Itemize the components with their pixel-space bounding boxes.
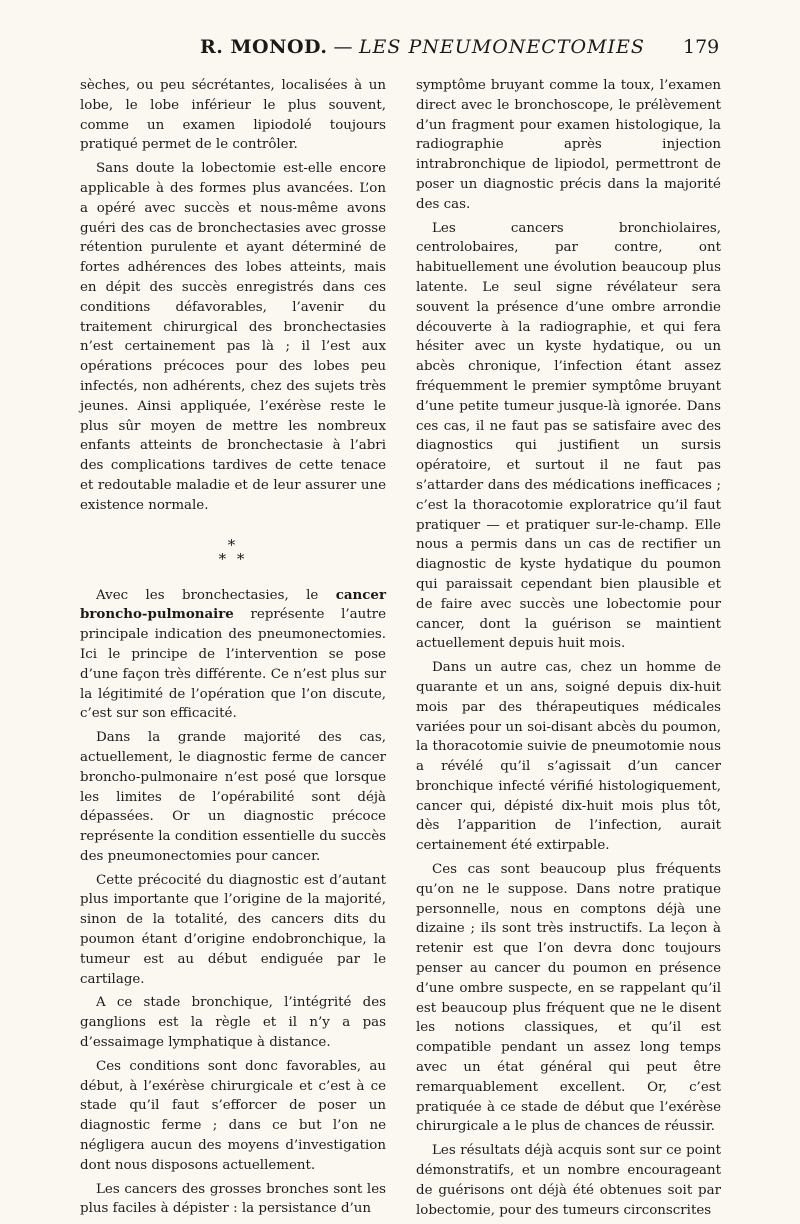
paragraph-lobectomy: Sans doute la lobectomie est-elle encore applicable à des formes plus avancées. L’on a opéré avec succès et nous-même avons guéri des cas de bronchectasies avec grosse rétention purulente et ayant déterminé de fortes adhérences des lobes atteints, mais en dépit des succès enregistrés dans ces conditions défavorables, l’avenir du traitement chirurgical des bronchectasies n’est certainement pas là ; il l’est aux opérations précoces pour des lobes peu infectés, non adhérents, chez des sujets très jeunes. Ainsi appliquée, l’exérèse reste le plus sûr moyen de mettre les nombreux enfants atteints de bronchectasie à l’abri des complications tardives de cette tenace et redoutable maladie et de leur assurer une existence normale.	[80, 161, 386, 513]
asterism-top: *	[227, 535, 239, 554]
paragraph-bronchiolar: Les cancers bronchiolaires, centrolobaires, par contre, ont habituellement une évolution beaucoup plus latente. Le seul signe révélateur sera souvent la présence d’une ombre arrondie découverte à la radiographie, et qui fera hésiter avec un kyste hydatique, ou un abcès chronique, l’infection étant assez fréquemment le premier symptôme bruyant d’une petite tumeur jusque-là ignorée. Dans ces cas, il ne faut pas se satisfaire avec des diagnostics qui justifient un sursis opératoire, et surtout il ne faut pas s’attarder dans des médications inefficaces ; c’est la thoracotomie exploratrice qu’il faut pratiquer — et pratiquer sur-le-champ. Elle nous a permis dans un cas de rectifier un diagnostic de kyste hydatique du poumon qui paraissait cependant bien plausible et de faire avec succès une lobectomie pour cancer, dont la guérison se maintient actuellement depuis huit mois.	[416, 220, 721, 652]
page-number: 179	[683, 36, 720, 58]
running-header	[0, 36, 800, 66]
cancer-intro-lead: Avec les bronchectasies, le	[96, 587, 336, 603]
asterism-bottom: * *	[218, 549, 248, 568]
paragraph-diagnosis: Dans la grande majorité des cas, actuellement, le diagnostic ferme de cancer broncho-pulmonaire n’est posé que lorsque les limites de l’opérabilité sont déjà dépassées. Or un diagnostic précoce représente la condition essentielle du succès des pneumonectomies pour cancer.	[80, 730, 386, 864]
paragraph-results: Les résultats déjà acquis sont sur ce point démonstratifs, et un nombre encourageant de guérisons ont déjà été obtenues soit par lobectomie, pour des tumeurs circonscrites	[416, 1143, 721, 1218]
paragraph-large-bronchi: Les cancers des grosses bronches sont les plus faciles à dépister : la persistance d’un	[80, 1181, 386, 1217]
running-head-author: R. MONOD.	[200, 36, 328, 58]
paragraph-continued: sèches, ou peu sécrétantes, localisées à un lobe, le lobe inférieur le plus souvent, comme un examen lipiodolé toujours pratiqué permet de le contrôler.	[80, 78, 386, 153]
paragraph-conditions: Ces conditions sont donc favorables, au début, à l’exérèse chirurgicale et c’est à ce stade qu’il faut s’efforcer de poser un diagnostic ferme ; dans ce but l’on ne négligera aucun des moyens d’investigation dont nous disposons actuellement.	[80, 1058, 386, 1173]
paragraph-frequency: Ces cas sont beaucoup plus fréquents qu’on ne le suppose. Dans notre pratique personnelle, nous en comptons déjà une dizaine ; ils sont très instructifs. La leçon à retenir est que l’on devra donc toujours penser au cancer du poumon en présence d’une ombre suspecte, en se rappelant qu’il est beaucoup plus fréquent que ne le disent les notions classiques, et qu’il est compatible pendant un assez long temps avec un état général qui peut être remarquablement excellent. Or, c’est pratiquée à ce stade de début que l’exérèse chirurgicale a le plus de chances de réussir.	[416, 862, 721, 1135]
paragraph-case-study: Dans un autre cas, chez un homme de quarante et un ans, soigné depuis dix-huit mois par des thérapeutiques médicales variées pour un soi-disant abcès du poumon, la thoracotomie suivie de pneumotomie nous a révélé qu’il s’agissait d’un cancer bronchique infecté vérifié histologiquement, cancer qui, dépisté dix-huit mois plus tôt, dès l’apparition de l’infection, aurait certainement été extirpable.	[416, 660, 721, 854]
section-asterism	[80, 535, 386, 568]
running-head-title: LES PNEUMONECTOMIES	[358, 36, 645, 58]
running-head	[200, 36, 645, 58]
running-head-separator: —	[333, 36, 353, 58]
paragraph-precocity: Cette précocité du diagnostic est d’autant plus importante que l’origine de la majorité, sinon de la totalité, des cancers dits du poumon étant d’origine endobronchique, la tumeur est au début endiguée par le cartilage.	[80, 872, 386, 987]
paragraph-cancer-intro	[80, 586, 386, 725]
cancer-intro-rest: représente l’autre principale indication des pneumonectomies. Ici le principe de l’intervention se pose d’une façon très différente. Ce n’est plus sur la légitimité de l’opération que l’on discute, c’est sur son efficacité.	[80, 607, 386, 722]
cancer-bronchopulmonaire-term: cancer broncho-pulmonaire	[80, 586, 386, 623]
left-column	[80, 76, 386, 1223]
right-column	[416, 76, 721, 1224]
paragraph-bronchial-stage: A ce stade bronchique, l’intégrité des ganglions est la règle et il n’y a pas d’essaimage lymphatique à distance.	[80, 995, 386, 1051]
paragraph-continued-right: symptôme bruyant comme la toux, l’examen direct avec le bronchoscope, le prélèvement d’un fragment pour examen histologique, la radiographie après injection intrabronchique de lipiodol, permettront de poser un diagnostic précis dans la majorité des cas.	[416, 78, 721, 212]
